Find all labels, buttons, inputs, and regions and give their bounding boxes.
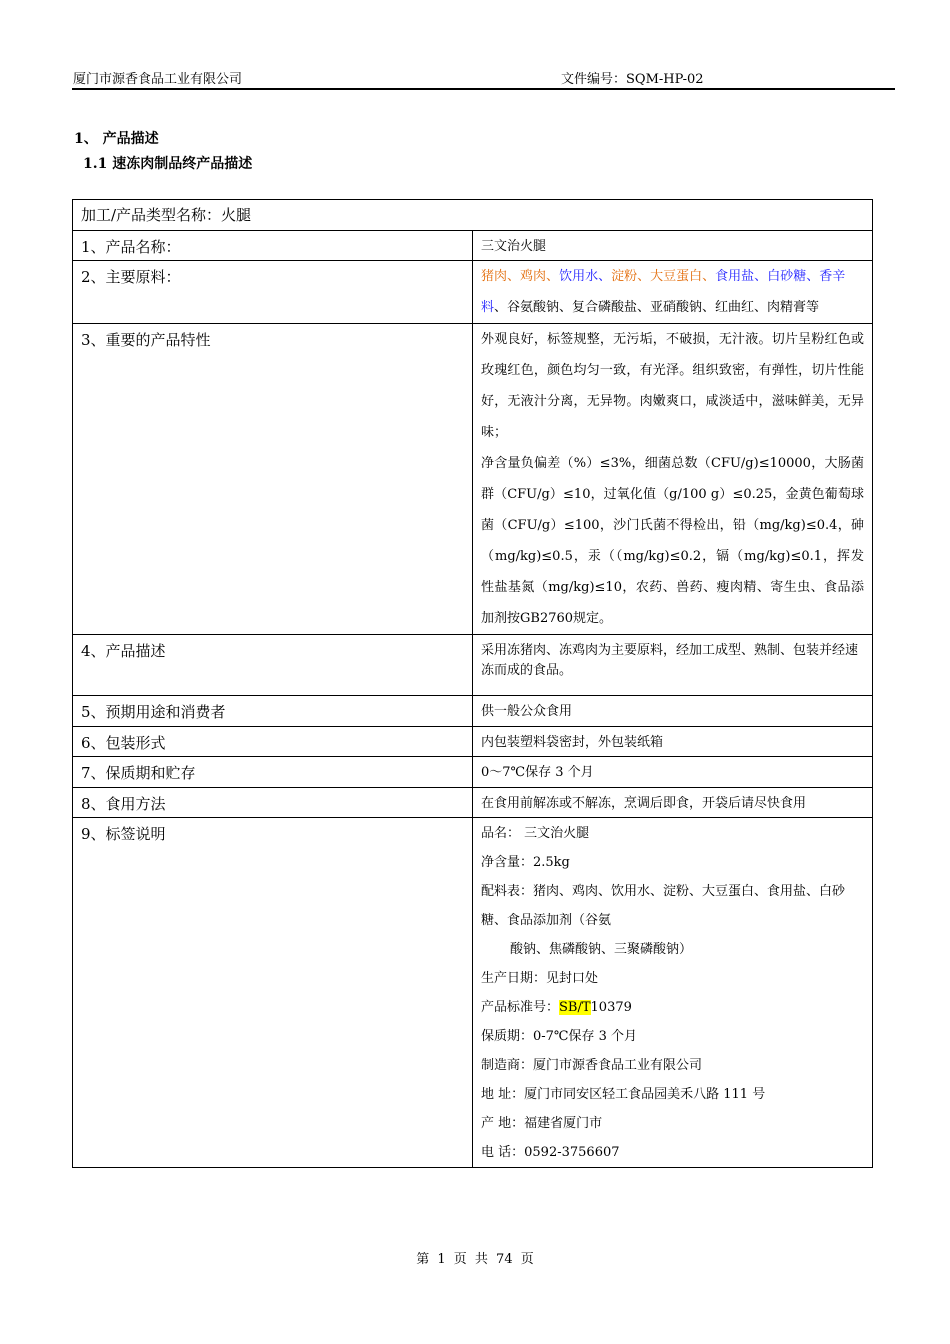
product-description-table [72,199,873,1168]
row-value-usage: 在食用前解冻或不解冻，烹调后即食，开袋后请尽快食用 [473,788,873,818]
table-row [73,727,873,757]
material-water: 饮用水 [559,269,599,284]
page-header [72,66,895,90]
row-value-product-name: 三文治火腿 [473,231,873,261]
label-production-date: 生产日期：见封口处 [481,971,599,986]
separator: 、 [806,269,820,284]
table-row [73,635,873,696]
table-row [73,261,873,324]
separator: 、 [637,269,651,284]
label-standard [481,993,864,1022]
label-shelf-life: 保质期：0-7℃保存 3 个月 [481,1029,638,1044]
standard-number: 10379 [590,1000,632,1015]
row-value-raw-materials [473,261,873,324]
table-row [73,324,873,635]
label-ingredients: 配料表：猪肉、鸡肉、饮用水、淀粉、大豆蛋白、食用盐、白砂糖、食品添加剂（谷氨 [481,884,846,928]
row-label-label-info: 9、标签说明 [73,818,473,1168]
material-sugar: 白砂糖 [767,269,807,284]
label-address: 地 址：厦门市同安区轻工食品园美禾八路 111 号 [481,1087,766,1102]
row-value-packaging: 内包装塑料袋密封，外包装纸箱 [473,727,873,757]
header-company: 厦门市源香食品工业有限公司 [73,72,243,87]
separator: 、 [754,269,768,284]
row-value-intended-use: 供一般公众食用 [473,696,873,727]
row-value-label-info [473,818,873,1168]
label-net-content: 净含量：2.5kg [481,855,570,870]
material-chicken: 鸡肉 [520,269,547,284]
table-row [73,696,873,727]
standard-prefix: 产品标准号： [481,1000,560,1015]
material-pork: 猪肉 [481,269,508,284]
material-rest: 谷氨酸钠、复合磷酸盐、亚硝酸钠、红曲红、肉精膏等 [507,300,820,315]
row-label-description: 4、产品描述 [73,635,473,696]
row-label-intended-use: 5、预期用途和消费者 [73,696,473,727]
row-label-shelf-life: 7、保质期和贮存 [73,757,473,788]
table-row [73,788,873,818]
table-title: 加工/产品类型名称：火腿 [73,200,873,231]
label-origin: 产 地：福建省厦门市 [481,1116,603,1131]
material-spices: 香辛料 [481,269,846,315]
header-doc-number: 文件编号：SQM-HP-02 [561,72,704,87]
table-row [73,818,873,1168]
label-ingredients-cont: 酸钠、焦磷酸钠、三聚磷酸钠） [510,942,693,957]
row-label-packaging: 6、包装形式 [73,727,473,757]
separator: 、 [494,300,508,315]
material-starch: 淀粉 [611,269,638,284]
separator: 、 [507,269,521,284]
label-manufacturer: 制造商：厦门市源香食品工业有限公司 [481,1058,703,1073]
characteristics-sensory: 外观良好，标签规整，无污垢，不破损，无汁液。切片呈粉红色或玫瑰红色，颜色均匀一致，有光泽。组织致密，有弹性，切片性能好，无液汁分离，无异物。肉嫩爽口，咸淡适中，滋味鲜美，无异味； [481,332,864,440]
table-row [73,231,873,261]
separator: 、 [598,269,612,284]
row-value-characteristics [473,324,873,635]
page-footer: 第 1 页 共 74 页 [416,1252,534,1267]
row-value-shelf-life: 0～7℃保存 3 个月 [473,757,873,788]
label-product-name: 品名： 三文治火腿 [481,826,590,841]
table-row [73,757,873,788]
material-salt: 食用盐 [715,269,755,284]
standard-highlight: SB/T [559,1000,591,1015]
row-label-raw-materials: 2、主要原料： [73,261,473,324]
table-title-row [73,200,873,231]
section-heading-1-1: 1.1 速冻肉制品终产品描述 [83,156,253,172]
separator: 、 [702,269,716,284]
row-label-product-name: 1、产品名称： [73,231,473,261]
separator: 、 [546,269,560,284]
material-soy-protein: 大豆蛋白 [650,269,703,284]
characteristics-physchem: 净含量负偏差（%）≤3%，细菌总数（CFU/g)≤10000，大肠菌群（CFU/g）≤10，过氧化值（g/100 g）≤0.25，金黄色葡萄球菌（CFU/g）≤100，沙门氏菌不得检出，铅（mg/kg)≤0.4，砷（mg/kg)≤0.5，汞（（mg/kg)≤0.2，镉（mg/kg)≤0.1，挥发性盐基氮（mg/kg)≤10，农药、兽药、瘦肉精、寄生虫、食品添加剂按GB2760规定。 [481,456,864,626]
label-phone: 电 话：0592-3756607 [481,1145,620,1160]
row-label-characteristics: 3、重要的产品特性 [73,324,473,635]
row-label-usage: 8、食用方法 [73,788,473,818]
section-heading-1: 1、 产品描述 [74,131,159,147]
row-value-description: 采用冻猪肉、冻鸡肉为主要原料，经加工成型、熟制、包装并经速冻而成的食品。 [473,635,873,696]
